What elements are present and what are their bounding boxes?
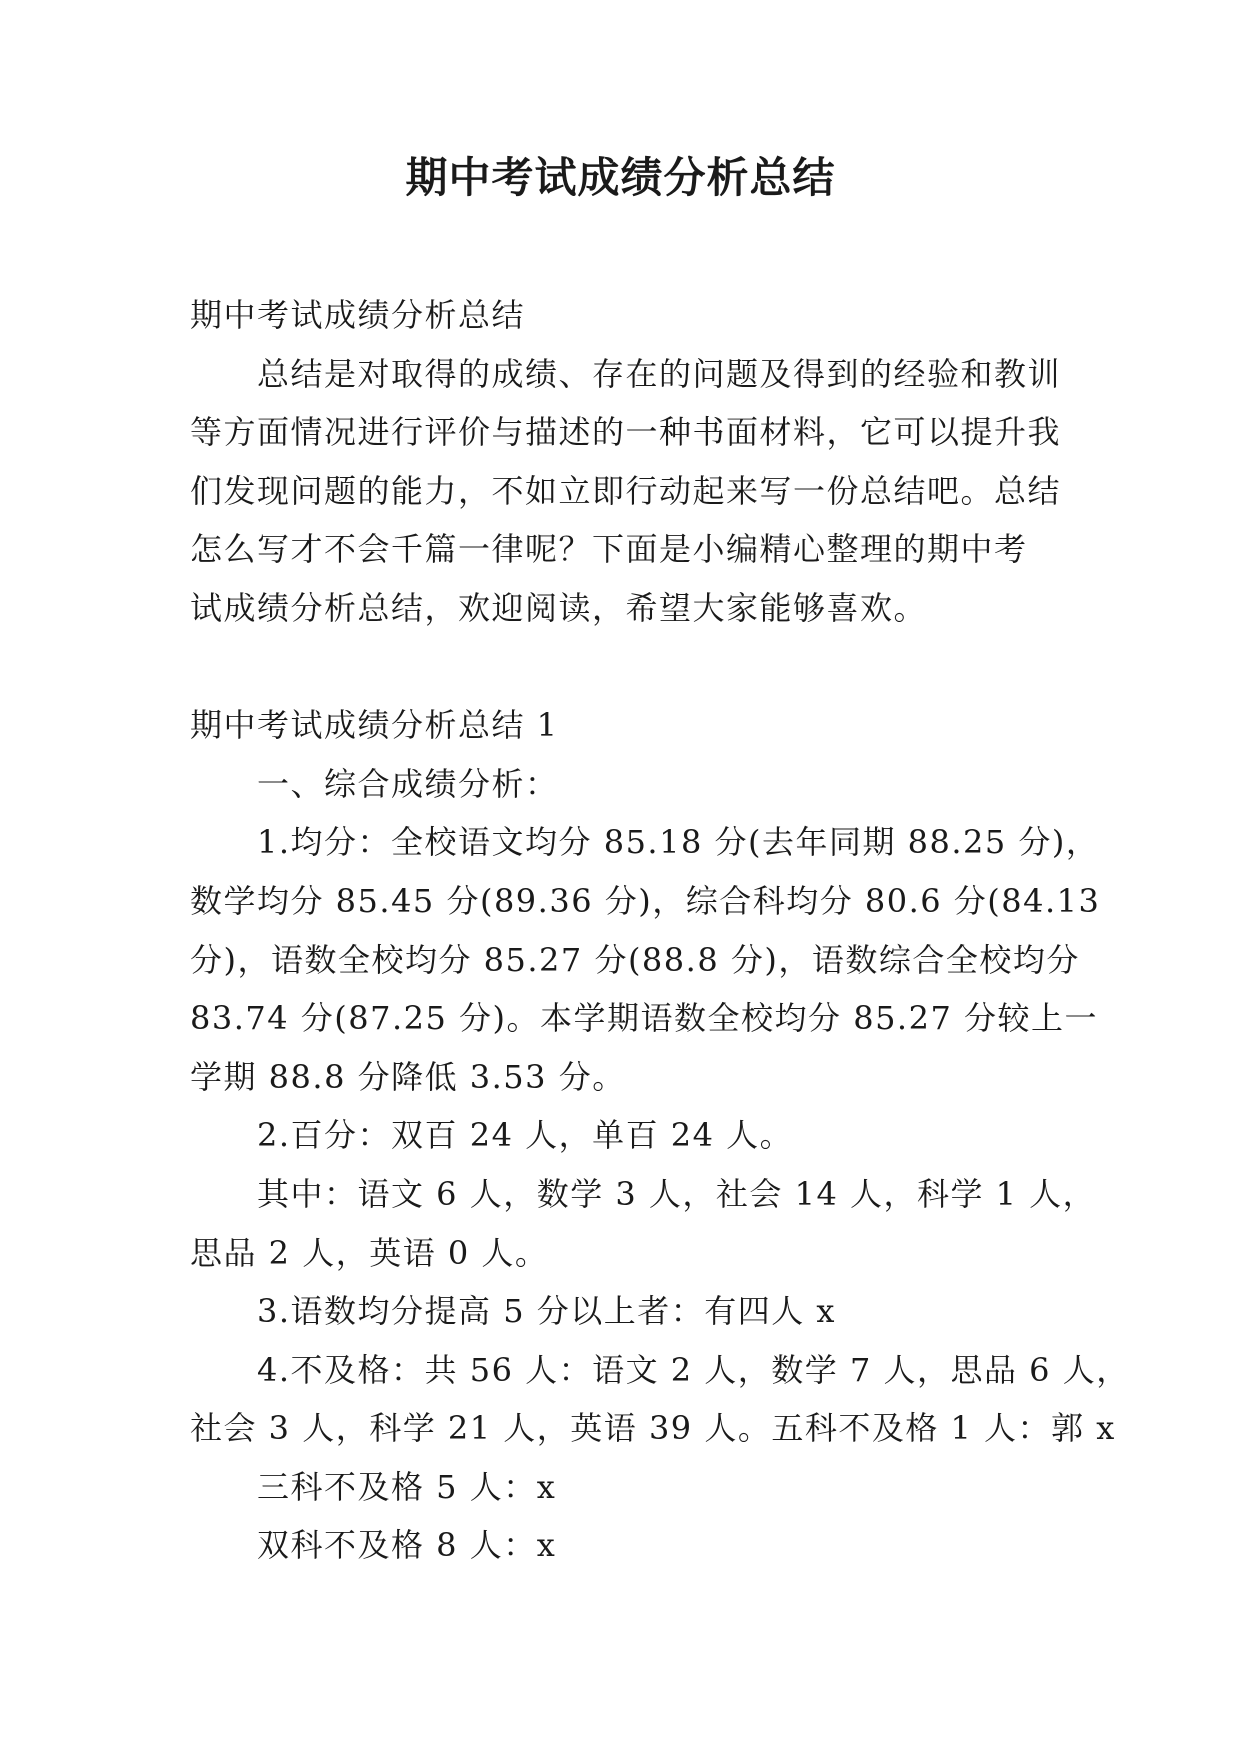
body-line-16: 其中：语文 6 人，数学 3 人，社会 14 人，科学 1 人， [257,1174,1097,1213]
body-line-6: 试成绩分析总结，欢迎阅读，希望大家能够喜欢。 [190,588,928,627]
document-title: 期中考试成绩分析总结 [405,153,836,202]
body-line-14: 学期 88.8 分降低 3.53 分。 [190,1057,626,1096]
subsection-heading: 一、综合成绩分析： [257,764,559,803]
body-line-3: 等方面情况进行评价与描述的一种书面材料，它可以提升我 [190,413,1062,452]
section-heading: 期中考试成绩分析总结 1 [190,706,559,745]
body-line-18: 3.语数均分提高 5 分以上者：有四人 x [257,1292,836,1331]
body-line-12: 分)，语数全校均分 85.27 分(88.8 分)，语数综合全校均分 [190,940,1080,979]
body-line-22: 双科不及格 8 人：x [257,1526,557,1565]
body-line-10: 1.均分：全校语文均分 85.18 分(去年同期 88.25 分)， [257,823,1100,862]
body-line-15: 2.百分：双百 24 人，单百 24 人。 [257,1116,794,1155]
body-line-4: 们发现问题的能力，不如立即行动起来写一份总结吧。总结 [190,471,1062,510]
document-body [190,286,1130,1575]
body-line-20: 社会 3 人，科学 21 人，英语 39 人。五科不及格 1 人：郭 x [190,1409,1116,1448]
body-line-11: 数学均分 85.45 分(89.36 分)，综合科均分 80.6 分(84.13 [190,881,1101,920]
body-line-19: 4.不及格：共 56 人：语文 2 人，数学 7 人，思品 6 人， [257,1350,1130,1389]
body-line-2: 总结是对取得的成绩、存在的问题及得到的经验和教训 [257,354,1062,393]
body-line-21: 三科不及格 5 人：x [257,1467,557,1506]
body-line-1: 期中考试成绩分析总结 [190,296,526,334]
body-line-17: 思品 2 人，英语 0 人。 [190,1233,549,1272]
body-line-5: 怎么写才不会千篇一律呢？下面是小编精心整理的期中考 [190,530,1028,569]
paragraph-gap [190,638,1050,697]
body-line-13: 83.74 分(87.25 分)。本学期语数全校均分 85.27 分较上一 [190,999,1098,1038]
